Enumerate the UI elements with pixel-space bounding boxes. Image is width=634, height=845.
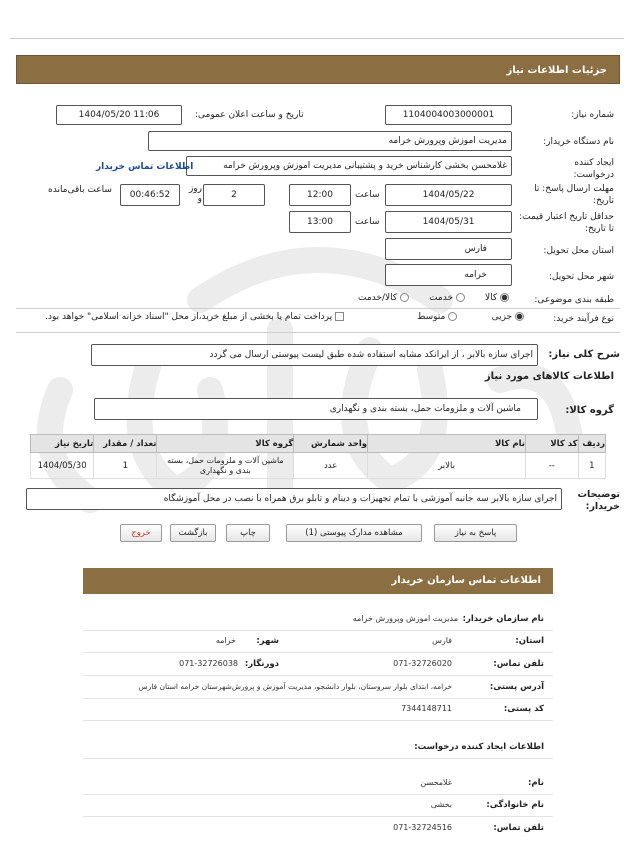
back-button[interactable]: بازگشت (170, 524, 216, 542)
contact-divider (83, 652, 553, 653)
table-header-row (31, 435, 606, 453)
contact-fax-value: 071-32726038 (179, 659, 238, 668)
deadline-time-field: 12:00 (289, 184, 351, 206)
validity-time-label: ساعت (355, 217, 380, 227)
process-options (417, 312, 524, 322)
radio-icon (400, 293, 409, 302)
radio-icon (456, 293, 465, 302)
goods-group-label: گروه کالا: (565, 405, 614, 416)
contact-divider (83, 720, 553, 721)
contact-province-label: استان: (515, 636, 544, 646)
process-option-medium[interactable]: متوسط (417, 312, 457, 322)
announce-field: 1404/05/20 11:06 (56, 105, 182, 125)
col-header-row-number: ردیف (578, 435, 605, 453)
deadline-date-field: 1404/05/22 (385, 184, 512, 206)
exit-button[interactable]: خروج (120, 524, 162, 542)
process-option-minor[interactable]: جزیی (492, 312, 524, 322)
category-label: طبقه بندی موضوعی: (534, 295, 614, 305)
contact-divider (83, 816, 553, 817)
payment-checkbox-row[interactable] (45, 312, 344, 322)
view-documents-button[interactable]: مشاهده مدارک پیوستی (1) (286, 524, 422, 542)
creator-phone-value: 071-32724516 (393, 823, 452, 832)
radio-icon (448, 312, 457, 321)
col-header-name: نام کالا (368, 435, 526, 453)
remaining-time-field: 00:46:52 (120, 184, 180, 206)
need-number-field: 1104004003000001 (385, 105, 512, 125)
contact-org-value: مدیریت اموزش وپرورش خرامه (352, 614, 458, 623)
cell-group: ماشین آلات و ملزومات حمل، بسته بندی و نگهداری (157, 453, 294, 479)
col-header-date: تاریخ نیاز (31, 435, 94, 453)
creator-phone-label: تلفن تماس: (493, 823, 544, 833)
buyer-notes-label: توضیحات خریدار: (577, 489, 620, 512)
cell-code: -- (525, 453, 578, 479)
contact-divider (83, 675, 553, 676)
deadline-label: مهلت ارسال پاسخ: تا تاریخ: (534, 184, 614, 206)
province-field: فارس (385, 238, 512, 260)
summary-field: اجرای سازه بالابر ، از ایرانکد مشابه استفاده شده طبق لیست پیوستی ارسال می گردد (91, 344, 538, 366)
creator-name-value: غلامحسن (420, 778, 452, 787)
announce-label: تاریخ و ساعت اعلان عمومی: (195, 110, 304, 120)
contact-header: اطلاعات تماس سازمان خریدار (83, 568, 553, 594)
creator-field: غلامحسن بخشی کارشناس خرید و پشتیبانی مدیریت اموزش وپرورش خرامه (186, 156, 512, 176)
contact-divider (83, 794, 553, 795)
section-divider (16, 332, 620, 333)
print-button[interactable]: چاپ (226, 524, 270, 542)
creator-name-label: نام: (527, 778, 544, 788)
creator-family-label: نام خانوادگی: (486, 800, 544, 810)
deadline-time-label: ساعت (355, 190, 380, 200)
contact-province-value: فارس (432, 636, 452, 645)
days-field: 2 (203, 184, 265, 206)
payment-text: پرداخت تمام یا بخشی از مبلغ خرید،از محل "اسناد خزانه اسلامی" خواهد بود. (45, 312, 333, 322)
goods-group-field: ماشین آلات و ملزومات حمل، بسته بندی و نگهداری (94, 398, 538, 420)
cell-quantity: 1 (94, 453, 157, 479)
category-option-both[interactable]: کالا/خدمت (358, 293, 409, 303)
city-label: شهر محل تحویل: (548, 272, 614, 282)
creator-label: ایجاد کننده درخواست: (573, 158, 614, 180)
contact-city-label: شهر: (256, 636, 279, 646)
buyer-label: نام دستگاه خریدار: (543, 137, 614, 147)
contact-org-label: نام سازمان خریدار: (462, 614, 544, 624)
city-field: خرامه (385, 264, 512, 286)
checkbox-icon (335, 312, 344, 321)
contact-fax-label: دورنگار: (244, 659, 279, 669)
contact-postal-label: کد پستی: (503, 704, 544, 714)
days-label: روز و (188, 184, 202, 204)
validity-label: حداقل تاریخ اعتبار قیمت: تا تاریخ: (519, 212, 614, 234)
col-header-code: کد کالا (525, 435, 578, 453)
category-options (358, 293, 509, 303)
table-row[interactable] (31, 453, 606, 479)
summary-label: شرح کلی نیاز: (548, 349, 620, 360)
need-number-label: شماره نیاز: (571, 110, 614, 120)
category-option-goods[interactable]: کالا (485, 293, 509, 303)
radio-selected-icon (515, 312, 524, 321)
buyer-notes-field: اجرای سازه بالابر سه جانبه آموزشی با تمام تجهیزات و دینام و تابلو برق همراه با نصب در محل آموزشگاه (26, 488, 562, 510)
cell-row-number: 1 (578, 453, 605, 479)
contact-address-label: آدرس پستی: (489, 682, 544, 692)
creator-family-value: بخشی (430, 800, 452, 809)
reply-button[interactable]: پاسخ به نیاز (434, 524, 517, 542)
page-header: جزئیات اطلاعات نیاز (16, 55, 620, 84)
category-option-service[interactable]: خدمت (429, 293, 465, 303)
contact-divider (83, 758, 553, 759)
goods-table (30, 434, 606, 479)
validity-date-field: 1404/05/31 (385, 211, 512, 233)
contact-city-value: خرامه (215, 636, 236, 645)
contact-phone-value: 071-32726020 (393, 659, 452, 668)
cell-date: 1404/05/30 (31, 453, 94, 479)
contact-phone-label: تلفن تماس: (493, 659, 544, 669)
process-label: نوع فرآیند خرید: (553, 314, 614, 324)
contact-postal-value: 7344148711 (401, 704, 452, 713)
top-divider (10, 38, 624, 39)
col-header-quantity: تعداد / مقدار (94, 435, 157, 453)
contact-divider (83, 698, 553, 699)
buyer-contact-link[interactable]: اطلاعات تماس خریدار (96, 162, 194, 172)
section-divider (16, 308, 620, 309)
cell-name: بالابر (368, 453, 526, 479)
col-header-group: گروه کالا (157, 435, 294, 453)
validity-time-field: 13:00 (289, 211, 351, 233)
contact-address-value: خرامه، ابتدای بلوار سروستان، بلوار دانشجو، مدیریت آموزش و پرورش‌شهرستان خرامه استان فارس (138, 682, 452, 691)
remaining-label: ساعت باقی‌مانده (48, 185, 112, 195)
col-header-unit: واحد شمارش (294, 435, 368, 453)
radio-selected-icon (500, 293, 509, 302)
cell-unit: عدد (294, 453, 368, 479)
goods-info-title: اطلاعات کالاهای مورد نیاز (484, 371, 614, 382)
province-label: استان محل تحویل: (543, 246, 614, 256)
buyer-field: مدیریت اموزش وپرورش خرامه (148, 131, 512, 151)
contact-divider (83, 630, 553, 631)
creator-info-title: اطلاعات ایجاد کننده درخواست: (414, 742, 544, 752)
